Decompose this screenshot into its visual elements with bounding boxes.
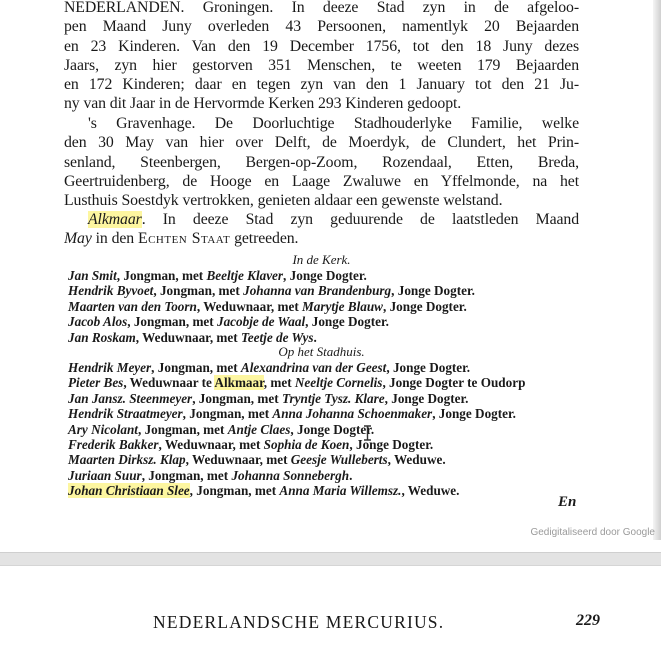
place-highlight-alkmaar: Alkmaar <box>88 211 142 228</box>
bride-name: Jacobje de Waal <box>216 314 306 330</box>
groom-status: , Jongman, met <box>151 360 241 375</box>
groom-name: Maarten Dirksz. Klap <box>68 452 186 468</box>
register-entry <box>68 468 588 483</box>
bride-name: Anna Maria Willemsz. <box>279 483 402 499</box>
text-line: Jaars, zyn hier gestorven 351 Menschen, te weeten 179 Bejaarden <box>64 56 579 74</box>
register-kerk <box>68 268 588 345</box>
bride-status: , Jonge Dogter. <box>432 406 516 422</box>
groom-status: , Jongman, met <box>189 483 280 499</box>
bride-name: Geesje Wulleberts <box>290 452 388 468</box>
bride-status: , Jonge Dogter. <box>391 283 475 299</box>
text-line: Lusthuis Soestdyk vertrokken, genieten aldaar een gewenste welstand. <box>64 192 503 210</box>
groom-status: , Weduwnaar, met <box>196 298 303 314</box>
bride-name: Johanna van Brandenburg <box>243 283 392 299</box>
groom-status: , Weduwnaar te <box>123 375 215 391</box>
groom-name: Frederik Bakker <box>68 437 159 453</box>
text-cursor-icon <box>362 425 373 441</box>
register-entry <box>68 299 588 314</box>
groom-status: , Jongman, met <box>153 283 244 299</box>
section-heading-stadhuis: Op het Stadhuis. <box>278 344 365 359</box>
bride-status: , Jonge Dogter. <box>283 268 367 283</box>
groom-name: Hendrik Straatmeyer <box>68 406 183 422</box>
bride-status: , Weduwe. <box>401 483 460 499</box>
bride-name: Teetje de Wys <box>240 329 314 345</box>
register-entry <box>68 268 588 283</box>
text-line: Alkmaar. In deeze Stad zyn geduurende de laatstleden Maand <box>88 211 579 228</box>
paragraph-groningen <box>64 0 579 114</box>
groom-status: , met <box>263 375 295 391</box>
catchword: En <box>558 494 577 510</box>
groom-status: , Jongman, met <box>182 406 273 422</box>
register-stadhuis <box>68 360 588 499</box>
groom-name: Hendrik Meyer <box>68 360 152 375</box>
bride-status: , Weduwe. <box>387 452 446 468</box>
section-heading-kerk: In de Kerk. <box>292 252 351 267</box>
bride-status: , Jonge Dogter. <box>349 437 434 453</box>
digitized-notice: Gedigitaliseerd door Google <box>530 527 655 538</box>
groom-name: Juriaan Suur <box>68 467 142 483</box>
bride-name: Beeltje Klaver <box>206 268 284 283</box>
place-highlight-alkmaar: Alkmaar <box>214 375 264 391</box>
groom-name: Hendrik Byvoet <box>68 283 154 299</box>
bride-status: , Jonge Dogter. <box>305 314 389 330</box>
bride-name: Johanna Sonnebergh <box>231 467 350 483</box>
bride-name: Anna Johanna Schoenmaker <box>272 406 433 422</box>
text-line: 's Gravenhage. De Doorluchtige Stadhouderlyke Familie, welke <box>88 115 579 132</box>
text-line: en 23 Kinderen. Van den 19 December 1756, tot den 18 Juny dezes <box>64 37 579 55</box>
text-line: senland, Steenbergen, Bergen-op-Zoom, Rozendaal, Etten, Breda, <box>64 153 579 171</box>
groom-status: , Jongman, met <box>116 268 207 283</box>
paragraph-alkmaar <box>64 210 579 249</box>
groom-status: , Jongman, met <box>141 467 232 483</box>
groom-status: , Weduwnaar, met <box>158 437 264 453</box>
register-entry <box>68 422 588 437</box>
groom-name: Jacob Alos <box>68 314 128 330</box>
text-line: pen Maand Juny overleden 43 Persoonen, namentlyk 20 Bejaarden <box>64 18 579 36</box>
groom-status: , Jongman, met <box>137 421 228 437</box>
bride-status: , Jonge Dogter te Oudorp <box>382 375 526 391</box>
scan-edge-shadow <box>653 0 661 540</box>
paragraph-gravenhage <box>64 114 579 210</box>
register-entry <box>68 360 588 375</box>
groom-name: Jan Roskam <box>68 329 136 345</box>
register-entry <box>68 314 588 329</box>
bride-status: , Jonge Dogter. <box>384 390 469 406</box>
running-title: NEDERLANDSCHE MERCURIUS. <box>153 612 445 632</box>
register-entry <box>68 391 588 406</box>
groom-name: Ary Nicolant <box>68 421 138 437</box>
register-entry <box>68 375 588 390</box>
groom-name: Maarten van den Toorn <box>68 298 197 314</box>
bride-name: Sophia de Koen <box>263 437 350 453</box>
groom-name: Johan Christiaan Slee <box>68 483 190 499</box>
groom-status: , Jongman, met <box>127 314 217 330</box>
groom-name: Jan Jansz. Steenmeyer <box>68 390 193 406</box>
register-entry <box>68 283 588 298</box>
groom-status: , Weduwnaar, met <box>135 329 241 345</box>
text-line: Geertruidenberg, de Hooge en Laage Zwaluwe en Yffelmonde, na het <box>64 172 579 190</box>
bride-name: Tryntje Tysz. Klare <box>281 390 385 406</box>
bride-status: . <box>313 329 317 345</box>
bride-name: Antje Claes <box>227 421 291 437</box>
bride-status: , Jonge Dogter. <box>382 298 467 314</box>
page-number: 229 <box>576 612 600 629</box>
bride-name: Neeltje Cornelis <box>294 375 383 391</box>
text-line: May in den Echten Staat getreeden. <box>64 230 299 248</box>
page-separator <box>0 552 661 566</box>
bride-status: . <box>349 467 353 483</box>
text-line: ny van dit Jaar in de Hervormde Kerken 293 Kinderen gedoopt. <box>64 95 462 113</box>
register-entry <box>68 452 588 467</box>
groom-status: , Weduwnaar, met <box>185 452 291 468</box>
bride-name: Alexandrina van der Geest <box>240 360 387 375</box>
text-line: den 30 May van hier over Delft, de Moerdyk, de Clundert, het Prin- <box>64 134 579 152</box>
page-lower <box>0 566 661 645</box>
text-line: en 172 Kinderen; daar en tegen zyn van den 1 January tot den 21 Ju- <box>64 76 579 94</box>
groom-status: , Jongman, met <box>192 390 282 406</box>
register-entry <box>68 406 588 421</box>
register-entry <box>68 437 588 452</box>
bride-status: , Jonge Dogter. <box>386 360 471 375</box>
bride-status: , Jonge Dogter. <box>290 421 375 437</box>
text-line: NEDERLANDEN. Groningen. In deeze Stad zyn in de afgeloo- <box>64 0 579 16</box>
register-entry <box>68 483 588 498</box>
register-entry <box>68 330 588 345</box>
groom-name: Jan Smit <box>68 268 117 283</box>
bride-name: Marytje Blauw <box>302 298 383 314</box>
groom-name: Pieter Bes <box>68 375 124 391</box>
